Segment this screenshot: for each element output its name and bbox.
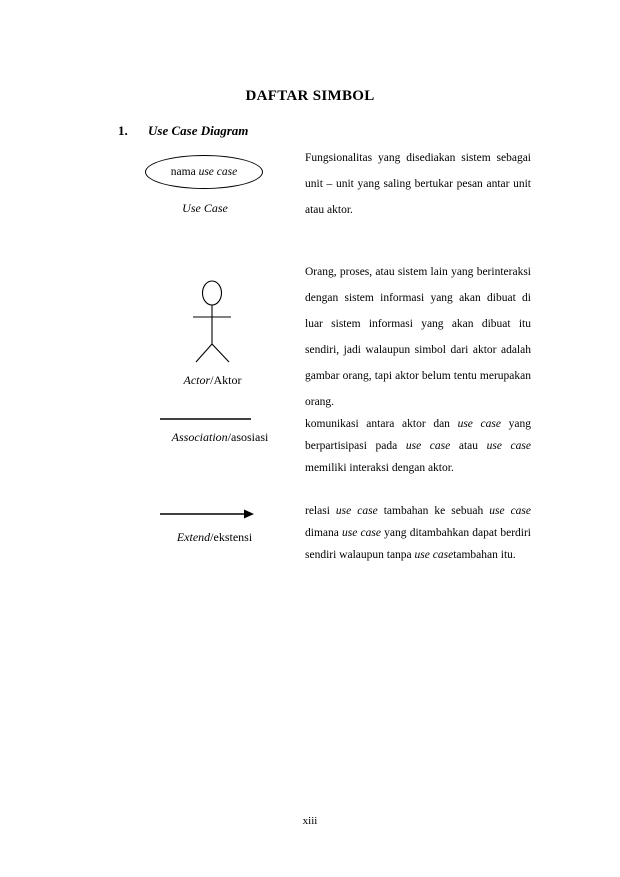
association-caption — [160, 430, 280, 445]
actor-caption — [160, 373, 265, 388]
association-desc-part: memiliki interaksi dengan aktor. — [305, 462, 454, 474]
extend-description — [305, 500, 531, 566]
association-description — [305, 413, 531, 479]
ellipse-label-plain: nama — [170, 166, 199, 178]
extend-desc-part: dimana — [305, 527, 343, 539]
association-desc-part: atau — [450, 440, 487, 452]
association-desc-part: use case — [486, 440, 531, 452]
actor-caption-plain: /Aktor — [210, 373, 242, 387]
extend-desc-part: relasi — [305, 505, 336, 517]
association-desc-part: use case — [457, 418, 501, 430]
section-title: Use Case Diagram — [148, 123, 249, 138]
extend-desc-part: tambahan ke sebuah — [377, 505, 490, 517]
association-line-icon — [158, 416, 253, 422]
use-case-description-text: Fungsionalitas yang disediakan sistem sebagai unit – unit yang saling bertukar pesan antar unit atau aktor. — [305, 152, 531, 216]
association-caption-plain: /asosiasi — [227, 430, 269, 444]
extend-desc-part: use case — [342, 527, 381, 539]
extend-arrow-icon — [158, 508, 256, 520]
use-case-ellipse-symbol — [145, 155, 263, 189]
extend-desc-part: use case — [489, 505, 532, 517]
association-caption-italic: Association — [171, 430, 228, 444]
extend-desc-part: yang ditambahkan dapat berdiri sendiri walaupun tanpa — [305, 527, 532, 561]
extend-caption — [162, 530, 267, 545]
actor-description-text: Orang, proses, atau sistem lain yang berinteraksi dengan sistem informasi yang akan dibuat di luar sistem informasi yang akan dibuat itu sendiri, jadi walaupun simbol dari aktor adalah gambar orang, tapi aktor belum tentu merupakan orang. — [305, 266, 531, 408]
page-number: xiii — [302, 815, 318, 827]
actor-description — [305, 259, 531, 415]
ellipse-label-italic: use case — [198, 166, 238, 178]
use-case-caption — [150, 201, 260, 216]
extend-desc-part: use case — [335, 505, 378, 517]
actor-caption-italic: Actor — [183, 373, 211, 387]
use-case-description — [305, 145, 531, 223]
page-title: DAFTAR SIMBOL — [245, 88, 375, 104]
association-desc-part: use case — [405, 440, 451, 452]
section-number: 1. — [118, 123, 128, 138]
association-desc-part: komunikasi antara aktor dan — [305, 418, 458, 430]
extend-desc-part: use case — [414, 549, 454, 561]
extend-desc-part: tambahan itu. — [453, 549, 516, 561]
extend-caption-plain: /ekstensi — [210, 530, 253, 544]
association-desc-part: yang berpartisipasi pada — [305, 418, 532, 452]
use-case-caption-italic: Use Case — [182, 201, 228, 215]
actor-stick-figure-icon — [185, 278, 240, 368]
extend-caption-italic: Extend — [176, 530, 211, 544]
